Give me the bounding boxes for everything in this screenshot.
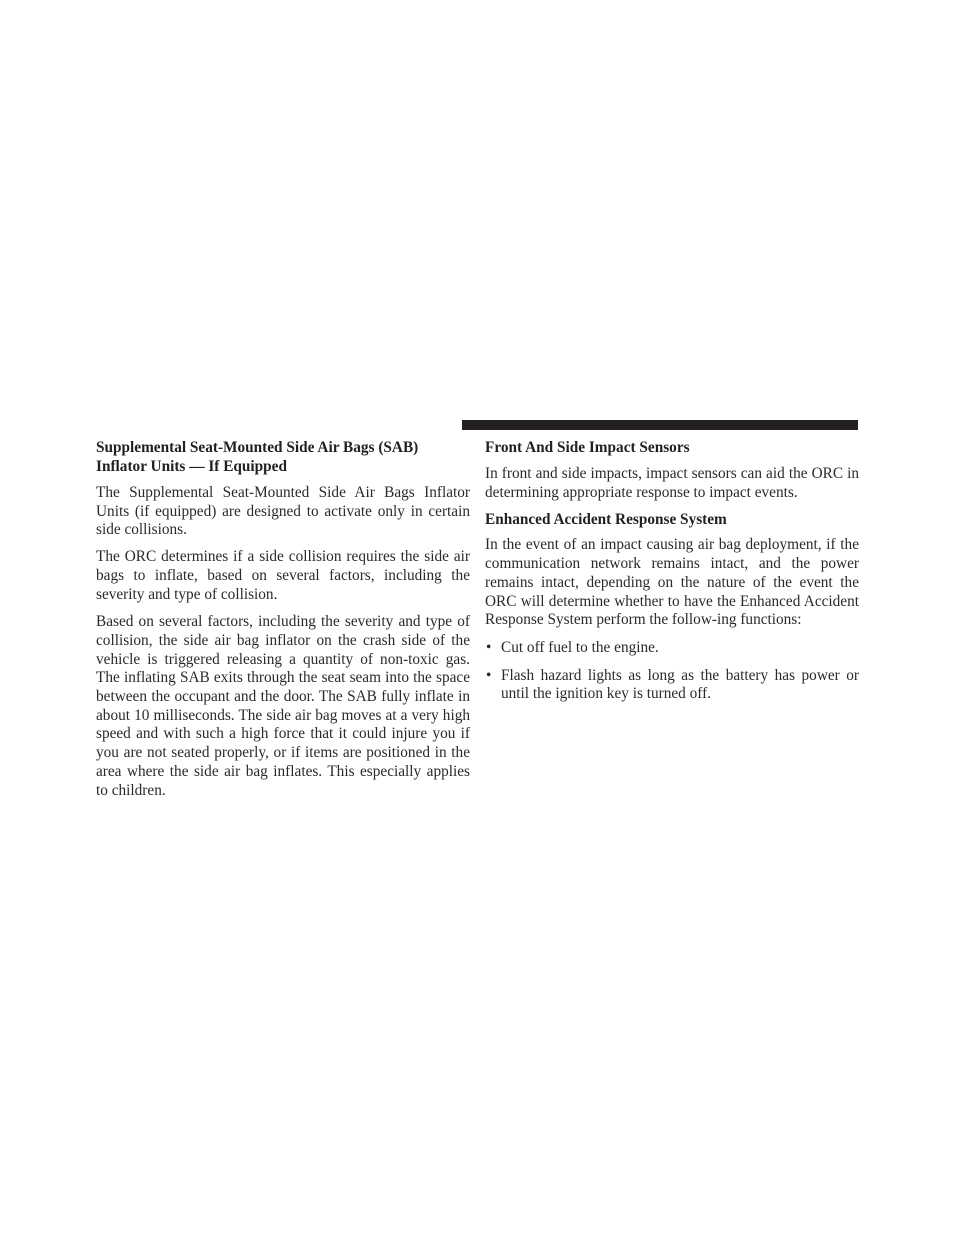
impact-sensors-heading: Front And Side Impact Sensors (485, 439, 690, 456)
list-item (485, 667, 859, 704)
accident-response-functions-list (485, 639, 859, 704)
accident-response-heading: Enhanced Accident Response System (485, 511, 727, 529)
sab-paragraph-1: The Supplemental Seat-Mounted Side Air Bags Inflator Units (if equipped) are designed to activate only in certain side collisions. (96, 484, 470, 539)
sab-paragraph-3: Based on several factors, including the severity and type of collision, the side air bag inflator on the crash side of the vehicle is triggered releasing a quantity of non-toxic gas. The inflating SAB exits through the seat seam into the space between the occupant and the door. The SAB fully inflate in about 10 milliseconds. The side air bag moves at a very high speed and with such a high force that it could injure you if you are not seated properly, or if items are positioned in the area where the side air bag inflates. This especially applies to children. (96, 613, 470, 799)
sab-heading: Supplemental Seat-Mounted Side Air Bags (SAB) Inflator Units — If Equipped (96, 439, 419, 475)
right-column (485, 438, 859, 713)
bullet-dot-icon: • (486, 666, 492, 684)
bullet-dot-icon: • (486, 638, 492, 656)
top-rule (462, 420, 858, 430)
accident-response-paragraph: In the event of an impact causing air bag deployment, if the communication network remains intact, and the power remains intact, depending on the nature of the event the ORC will determine whether to have the Enhanced Accident Response System perform the follow-ing functions: (485, 536, 859, 629)
list-item-text: Cut off fuel to the engine. (501, 638, 659, 656)
list-item-text: Flash hazard lights as long as the battery has power or until the ignition key is turned off. (501, 666, 859, 703)
sab-paragraph-2: The ORC determines if a side collision requires the side air bags to inflate, based on several factors, including the severity and type of collision. (96, 548, 470, 603)
list-item (485, 639, 859, 658)
impact-sensors-paragraph: In front and side impacts, impact sensors can aid the ORC in determining appropriate response to impact events. (485, 465, 859, 501)
left-column (96, 438, 470, 809)
